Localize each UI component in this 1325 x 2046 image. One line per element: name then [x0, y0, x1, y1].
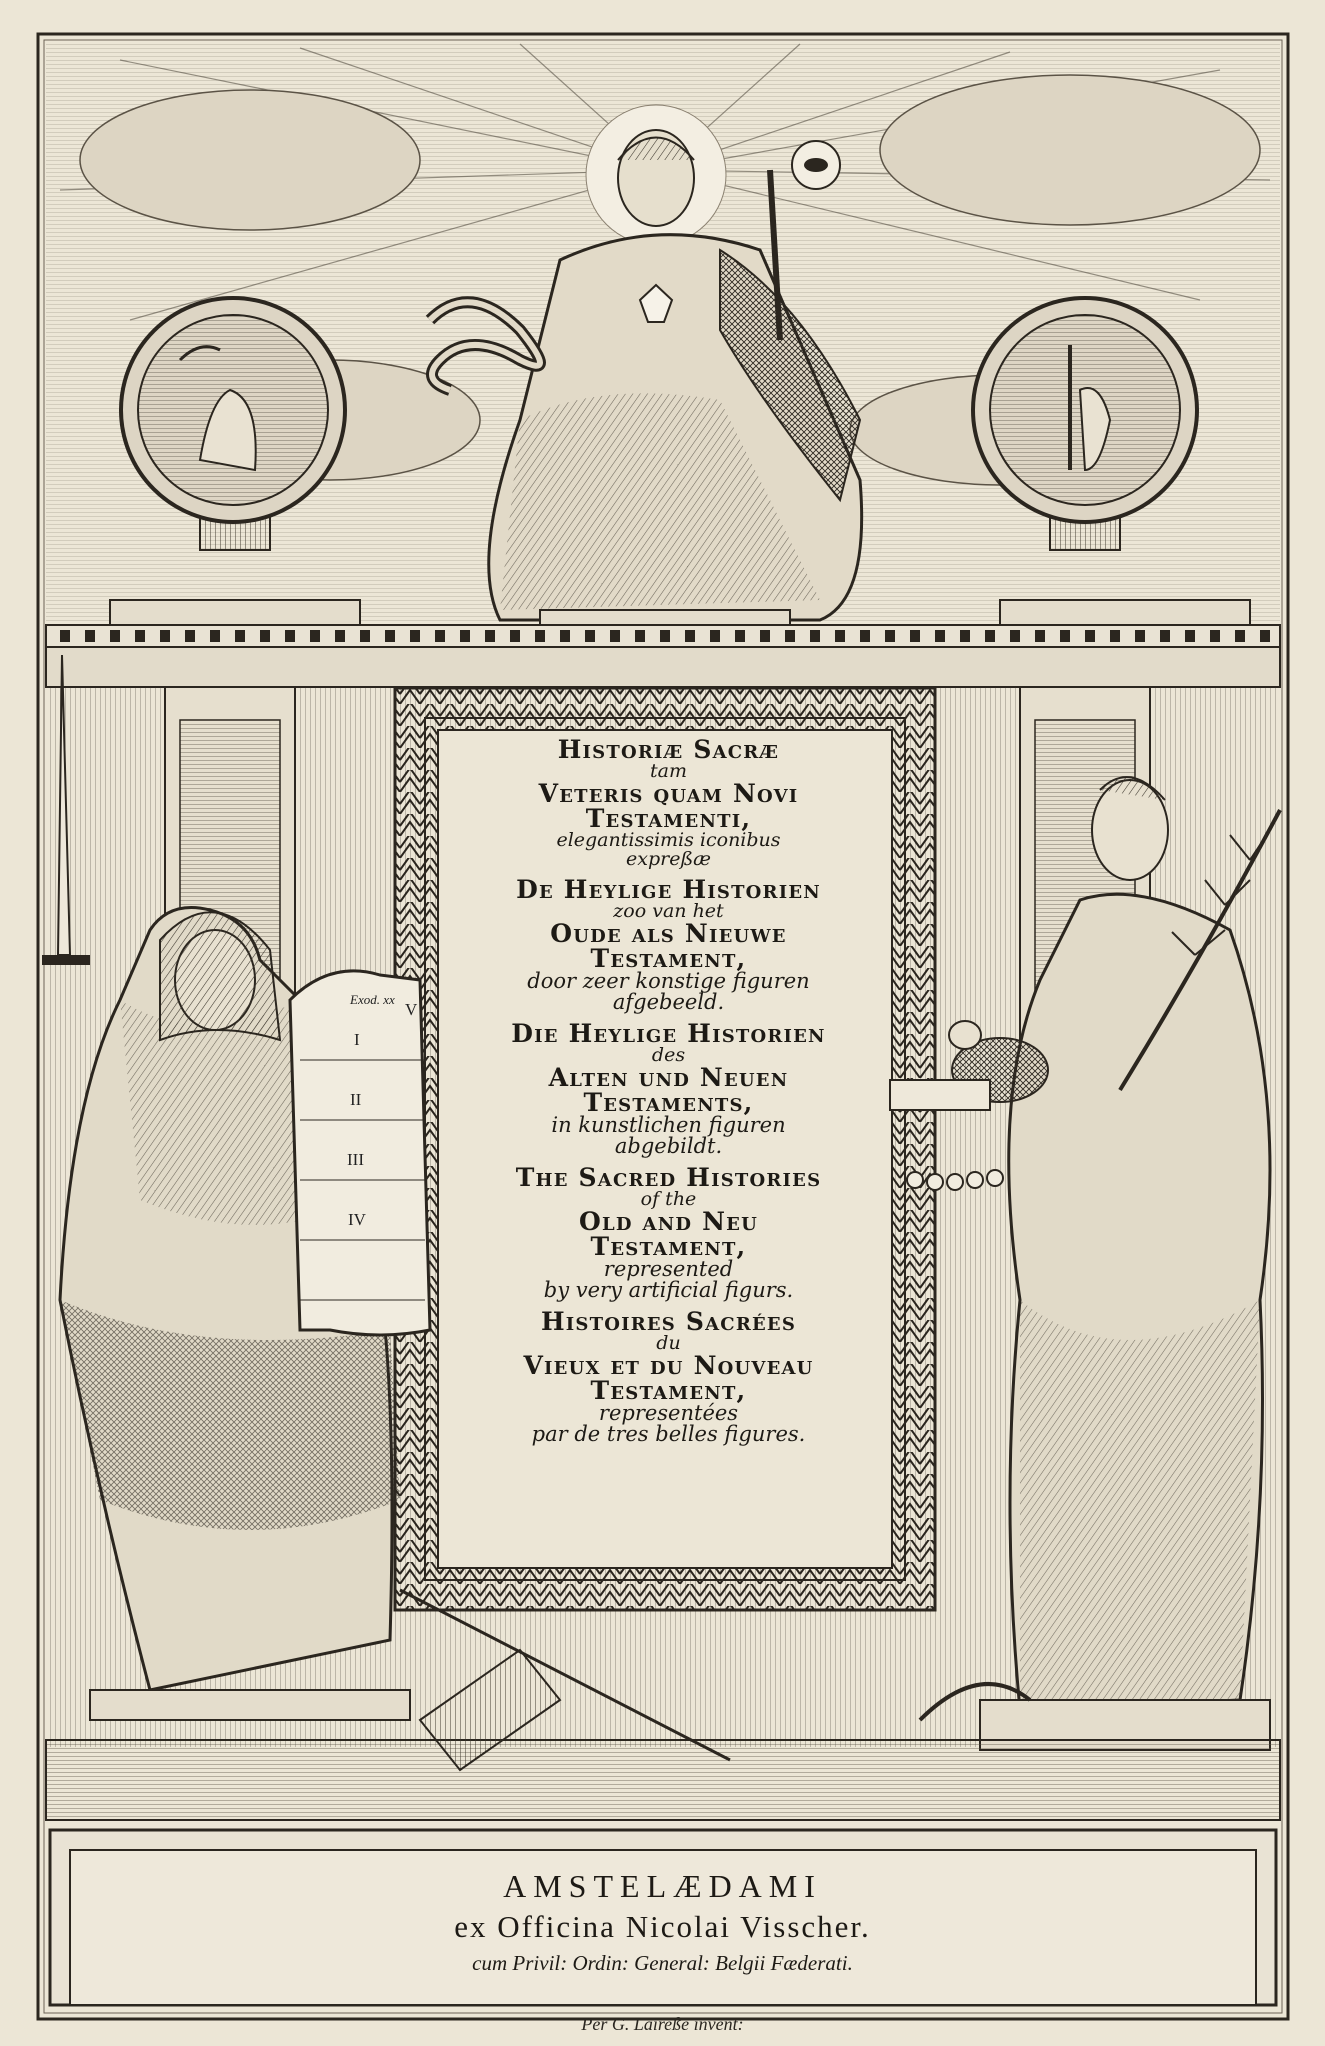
imprint-privilege: cum Privil: Ordin: General: Belgii Fæderati.: [472, 1951, 853, 1975]
dutch-title-line: afgebeeld.: [612, 990, 725, 1014]
title-text-block: [447, 737, 890, 1537]
tablet-numeral: II: [350, 1090, 362, 1109]
english-title-line: Old and Neu: [579, 1207, 758, 1236]
english-title-line: Testament,: [590, 1232, 747, 1261]
german-title-line: des: [651, 1044, 686, 1066]
tablet-numeral: I: [354, 1030, 360, 1049]
english-title-line: of the: [640, 1188, 697, 1210]
german-title-line: Alten und Neuen: [548, 1063, 789, 1092]
dutch-title-line: zoo van het: [613, 900, 724, 922]
dutch-title-line: door zeer konstige figuren: [527, 969, 810, 993]
latin-title-line: Testamenti,: [585, 804, 752, 833]
dentil-row: [60, 630, 1270, 642]
engraver-signature: Per G. Laireße invent:: [581, 2014, 744, 2034]
latin-title-line: elegantissimis iconibus: [556, 829, 781, 851]
dutch-title-line: De Heylige Historien: [516, 875, 821, 904]
tablet-heading: Exod. xx: [350, 992, 395, 1007]
latin-title-line: Historiæ Sacræ: [557, 735, 780, 764]
dutch-title-line: Testament,: [590, 944, 747, 973]
german-title-line: Die Heylige Historien: [511, 1019, 826, 1048]
french-title-line: representées: [598, 1401, 739, 1425]
imprint-publisher: ex Officina Nicolai Visscher.: [454, 1909, 871, 1944]
imprint-block: [90, 1868, 1235, 1976]
german-title-line: in kunstlichen figuren: [551, 1113, 786, 1137]
english-title-line: The Sacred Histories: [515, 1163, 822, 1192]
french-title-line: Vieux et du Nouveau: [523, 1351, 814, 1380]
french-title-line: par de tres belles figures.: [531, 1422, 806, 1446]
french-title-line: Histoires Sacrées: [540, 1307, 797, 1336]
german-title-line: Testaments,: [583, 1088, 754, 1117]
french-title-line: du: [656, 1332, 681, 1354]
tablet-numeral: V: [405, 1000, 418, 1019]
english-title-line: by very artificial figurs.: [543, 1278, 794, 1302]
latin-title-line: Veteris quam Novi: [538, 779, 799, 808]
tablet-numeral: III: [347, 1150, 364, 1169]
dutch-title-line: Oude als Nieuwe: [550, 919, 787, 948]
latin-title-line: expreßæ: [626, 848, 711, 870]
tablet-numeral: IV: [348, 1210, 366, 1229]
german-title-line: abgebildt.: [614, 1134, 723, 1158]
imprint-city: AMSTELÆDAMI: [503, 1868, 822, 1904]
latin-title-line: tam: [650, 760, 687, 782]
french-title-line: Testament,: [590, 1376, 747, 1405]
english-title-line: represented: [603, 1257, 734, 1281]
